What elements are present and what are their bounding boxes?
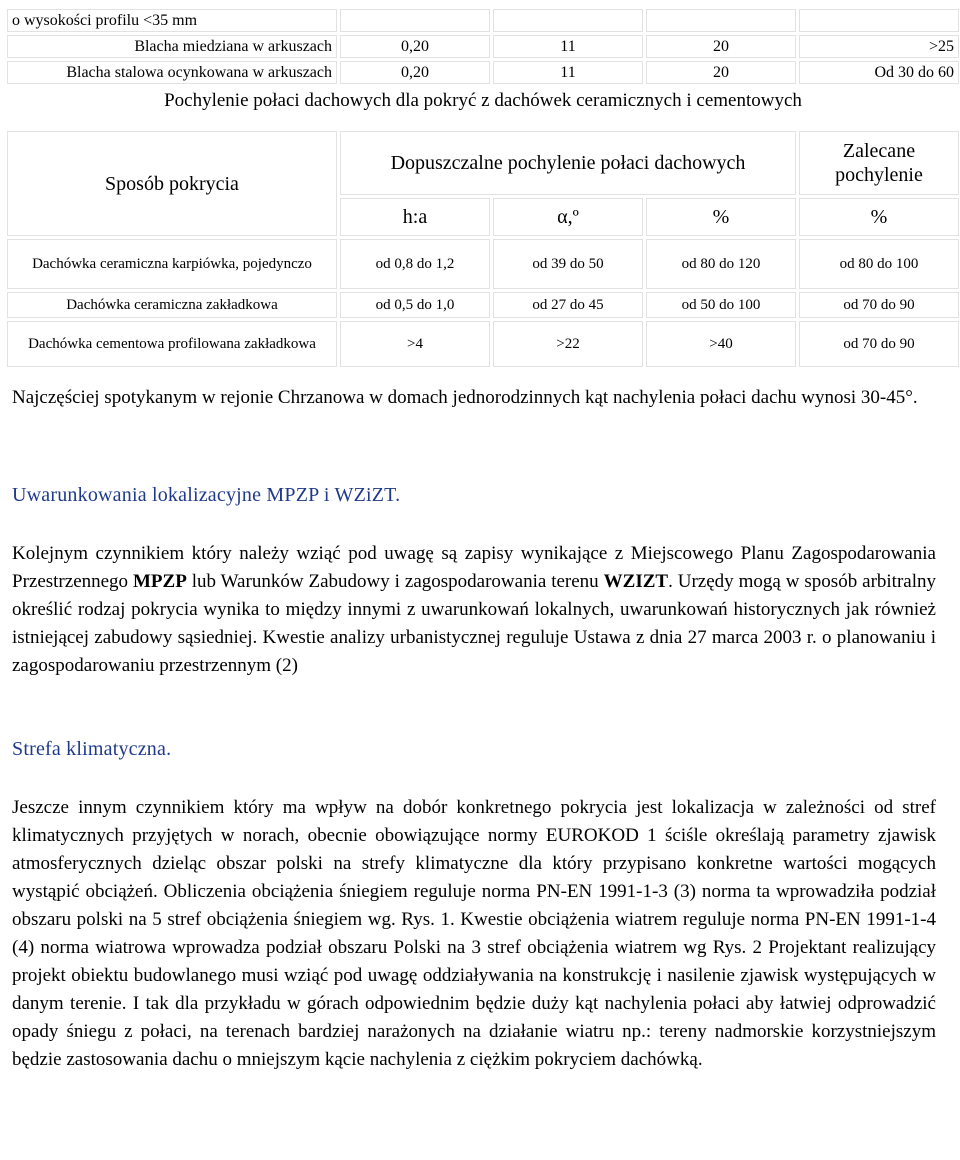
table-cell <box>799 9 959 32</box>
table-cell: 0,20 <box>340 61 490 84</box>
table-cell: od 70 do 90 <box>799 321 959 367</box>
table-cell: od 0,5 do 1,0 <box>340 292 490 318</box>
bold-mpzp: MPZP <box>133 571 187 592</box>
table-cell: Od 30 do 60 <box>799 61 959 84</box>
table-row <box>7 35 959 58</box>
table-cell: od 80 do 120 <box>646 239 796 289</box>
table-cell: >4 <box>340 321 490 367</box>
column-header-recommended: Zalecane pochylenie <box>799 131 959 195</box>
table-cell: od 80 do 100 <box>799 239 959 289</box>
table-title: Pochylenie połaci dachowych dla pokryć z dachówek ceramicznych i cementowych <box>164 90 802 111</box>
text-span: Kolejnym czynnikiem który należy wziąć pod uwagę są zapisy wynikające z Miejscowego Planu Zagospodarowania Przestrzennego <box>12 543 936 592</box>
text-span: lub Warunków Zabudowy i zagospodarowania terenu <box>186 571 604 592</box>
section-heading-mpzp: Uwarunkowania lokalizacyjne MPZP i WZiZT. <box>12 484 401 506</box>
text-span: . Urzędy mogą w sposób arbitralny określić rodzaj pokrycia wynika to między innymi z uwarunkowań lokalnych, uwarunkowań historycznych jak również istniejącej zabudowy sąsiedniej. Kwestie analizy urbanistycznej reguluje Ustawa z dnia 27 marca 2003 r. o planowaniu i zagospodarowaniu przestrzennym (2) <box>12 571 936 676</box>
subheader-angle: α,º <box>493 198 643 236</box>
table-cell: od 0,8 do 1,2 <box>340 239 490 289</box>
table-cell: 20 <box>646 61 796 84</box>
bold-wzizt: WZIZT <box>603 571 669 592</box>
paragraph-mpzp <box>12 540 936 680</box>
table-cell: od 50 do 100 <box>646 292 796 318</box>
table-cell: Dachówka ceramiczna karpiówka, pojedynczo <box>7 239 337 289</box>
paragraph-chrzanow: Najczęściej spotykanym w rejonie Chrzanowa w domach jednorodzinnych kąt nachylenia połaci dachu wynosi 30-45°. <box>12 387 918 408</box>
table-cell: 11 <box>493 35 643 58</box>
subheader-percent: % <box>646 198 796 236</box>
table-row <box>7 239 959 289</box>
table-title-row <box>7 87 959 115</box>
table-header-row <box>7 131 959 195</box>
table-row <box>7 292 959 318</box>
table-cell <box>646 9 796 32</box>
table-cell: Dachówka ceramiczna zakładkowa <box>7 292 337 318</box>
table-cell: od 39 do 50 <box>493 239 643 289</box>
table-cell: 0,20 <box>340 35 490 58</box>
table-cell: >22 <box>493 321 643 367</box>
column-header-allowed-slope: Dopuszczalne pochylenie połaci dachowych <box>340 131 796 195</box>
table-cell: Dachówka cementowa profilowana zakładkowa <box>7 321 337 367</box>
table-cell: Blacha stalowa ocynkowana w arkuszach <box>7 61 337 84</box>
table-cell: >40 <box>646 321 796 367</box>
subheader-ratio: h:a <box>340 198 490 236</box>
table-row <box>7 321 959 367</box>
table-cell: 20 <box>646 35 796 58</box>
roof-tile-slope-table <box>4 128 960 370</box>
table-cell <box>493 9 643 32</box>
table-row <box>7 9 959 32</box>
table-cell: 11 <box>493 61 643 84</box>
table-cell: od 27 do 45 <box>493 292 643 318</box>
table-cell: o wysokości profilu <35 mm <box>7 9 337 32</box>
table-cell: >25 <box>799 35 959 58</box>
table-cell: od 70 do 90 <box>799 292 959 318</box>
column-header-method: Sposób pokrycia <box>7 131 337 236</box>
table-cell <box>340 9 490 32</box>
table-cell: Blacha miedziana w arkuszach <box>7 35 337 58</box>
subheader-percent-recommended: % <box>799 198 959 236</box>
roof-slope-table-sheet <box>4 6 960 118</box>
table-row <box>7 61 959 84</box>
section-heading-climate: Strefa klimatyczna. <box>12 738 172 760</box>
paragraph-climate: Jeszcze innym czynnikiem który ma wpływ na dobór konkretnego pokrycia jest lokalizacja w zależności od stref klimatycznych przyjętych w norach, obecnie obowiązujące normy EUROKOD 1 ściśle określają parametry zjawisk atmosferycznych dzieląc obszar polski na strefy klimatyczne dla który przypisano konkretne wartości mogących wystąpić obciążeń. Obliczenia obciążenia śniegiem reguluje norma PN-EN 1991-1-3 (3) norma ta wprowadziła podział obszaru polski na 5 stref obciążenia śniegiem wg. Rys. 1. Kwestie obciążenia wiatrem reguluje norma PN-EN 1991-1-4 (4) norma wiatrowa wprowadza podział obszaru Polski na 3 stref obciążenia wiatrem wg Rys. 2 Projektant realizujący projekt obiektu budowlanego musi wziąć pod uwagę oddziaływania na konstrukcję i nasilenie zjawisk występujących w danym terenie. I tak dla przykładu w górach odpowiednim będzie duży kąt nachylenia połaci aby łatwiej odprowadzić opady śniegu z połaci, na terenach bardziej narażonych na działanie wiatru np.: tereny nadmorskie korzystniejszym będzie zastosowania dachu o mniejszym kącie nachylenia z ciężkim pokryciem dachówką. <box>12 797 936 1070</box>
